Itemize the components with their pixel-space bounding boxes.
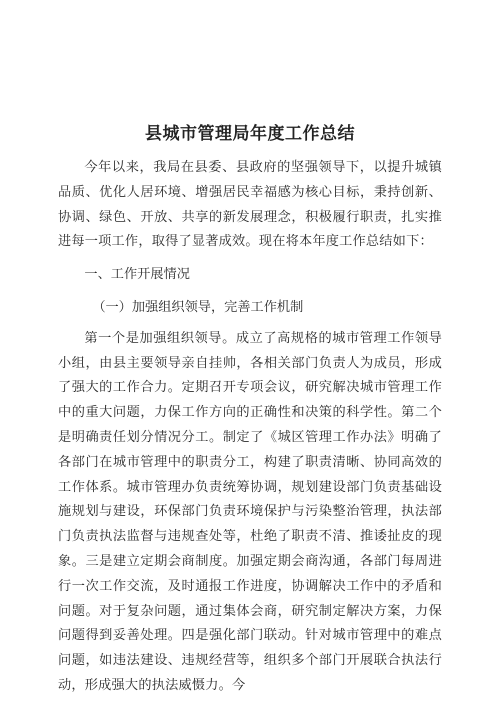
- intro-paragraph: 今年以来，我局在县委、县政府的坚强领导下，以提升城镇品质、优化人居环境、增强居民幸福感为核心目标，秉持创新、协调、绿色、开放、共享的新发展理念，积极履行职责，扎实推进每一项工作，取得了显著成效。现在将本年度工作总结如下：: [58, 160, 442, 250]
- subsection-heading-organization: （一）加强组织领导，完善工作机制: [92, 299, 304, 315]
- document-title: 县城市管理局年度工作总结: [145, 124, 355, 144]
- section-heading-work-status: 一、工作开展情况: [84, 267, 190, 283]
- body-paragraph: 第一个是加强组织领导。成立了高规格的城市管理工作领导小组，由县主要领导亲自挂帅，各相关部门负责人为成员，形成了强大的工作合力。定期召开专项会议，研究解决城市管理工作中的重大问题，力保工作方向的正确性和决策的科学性。第二个是明确责任划分情况分工。制定了《城区管理工作办法》明确了各部门在城市管理中的职责分工，构建了职责清晰、协同高效的工作体系。城市管理办负责统筹协调，规划建设部门负责基础设施规划与建设，环保部门负责环境保护与污染整治管理，执法部门负责执法监督与违规查处等，杜绝了职责不清、推诿扯皮的现象。三是建立定期会商制度。加强定期会商沟通，各部门每周进行一次工作交流，及时通报工作进度，协调解决工作中的矛盾和问题。对于复杂问题，通过集体会商，研究制定解决方案，力保问题得到妥善处理。四是强化部门联动。针对城市管理中的难点问题，如违法建设、违规经营等，组织多个部门开展联合执法行动，形成强大的执法威慑力。今: [58, 330, 442, 693]
